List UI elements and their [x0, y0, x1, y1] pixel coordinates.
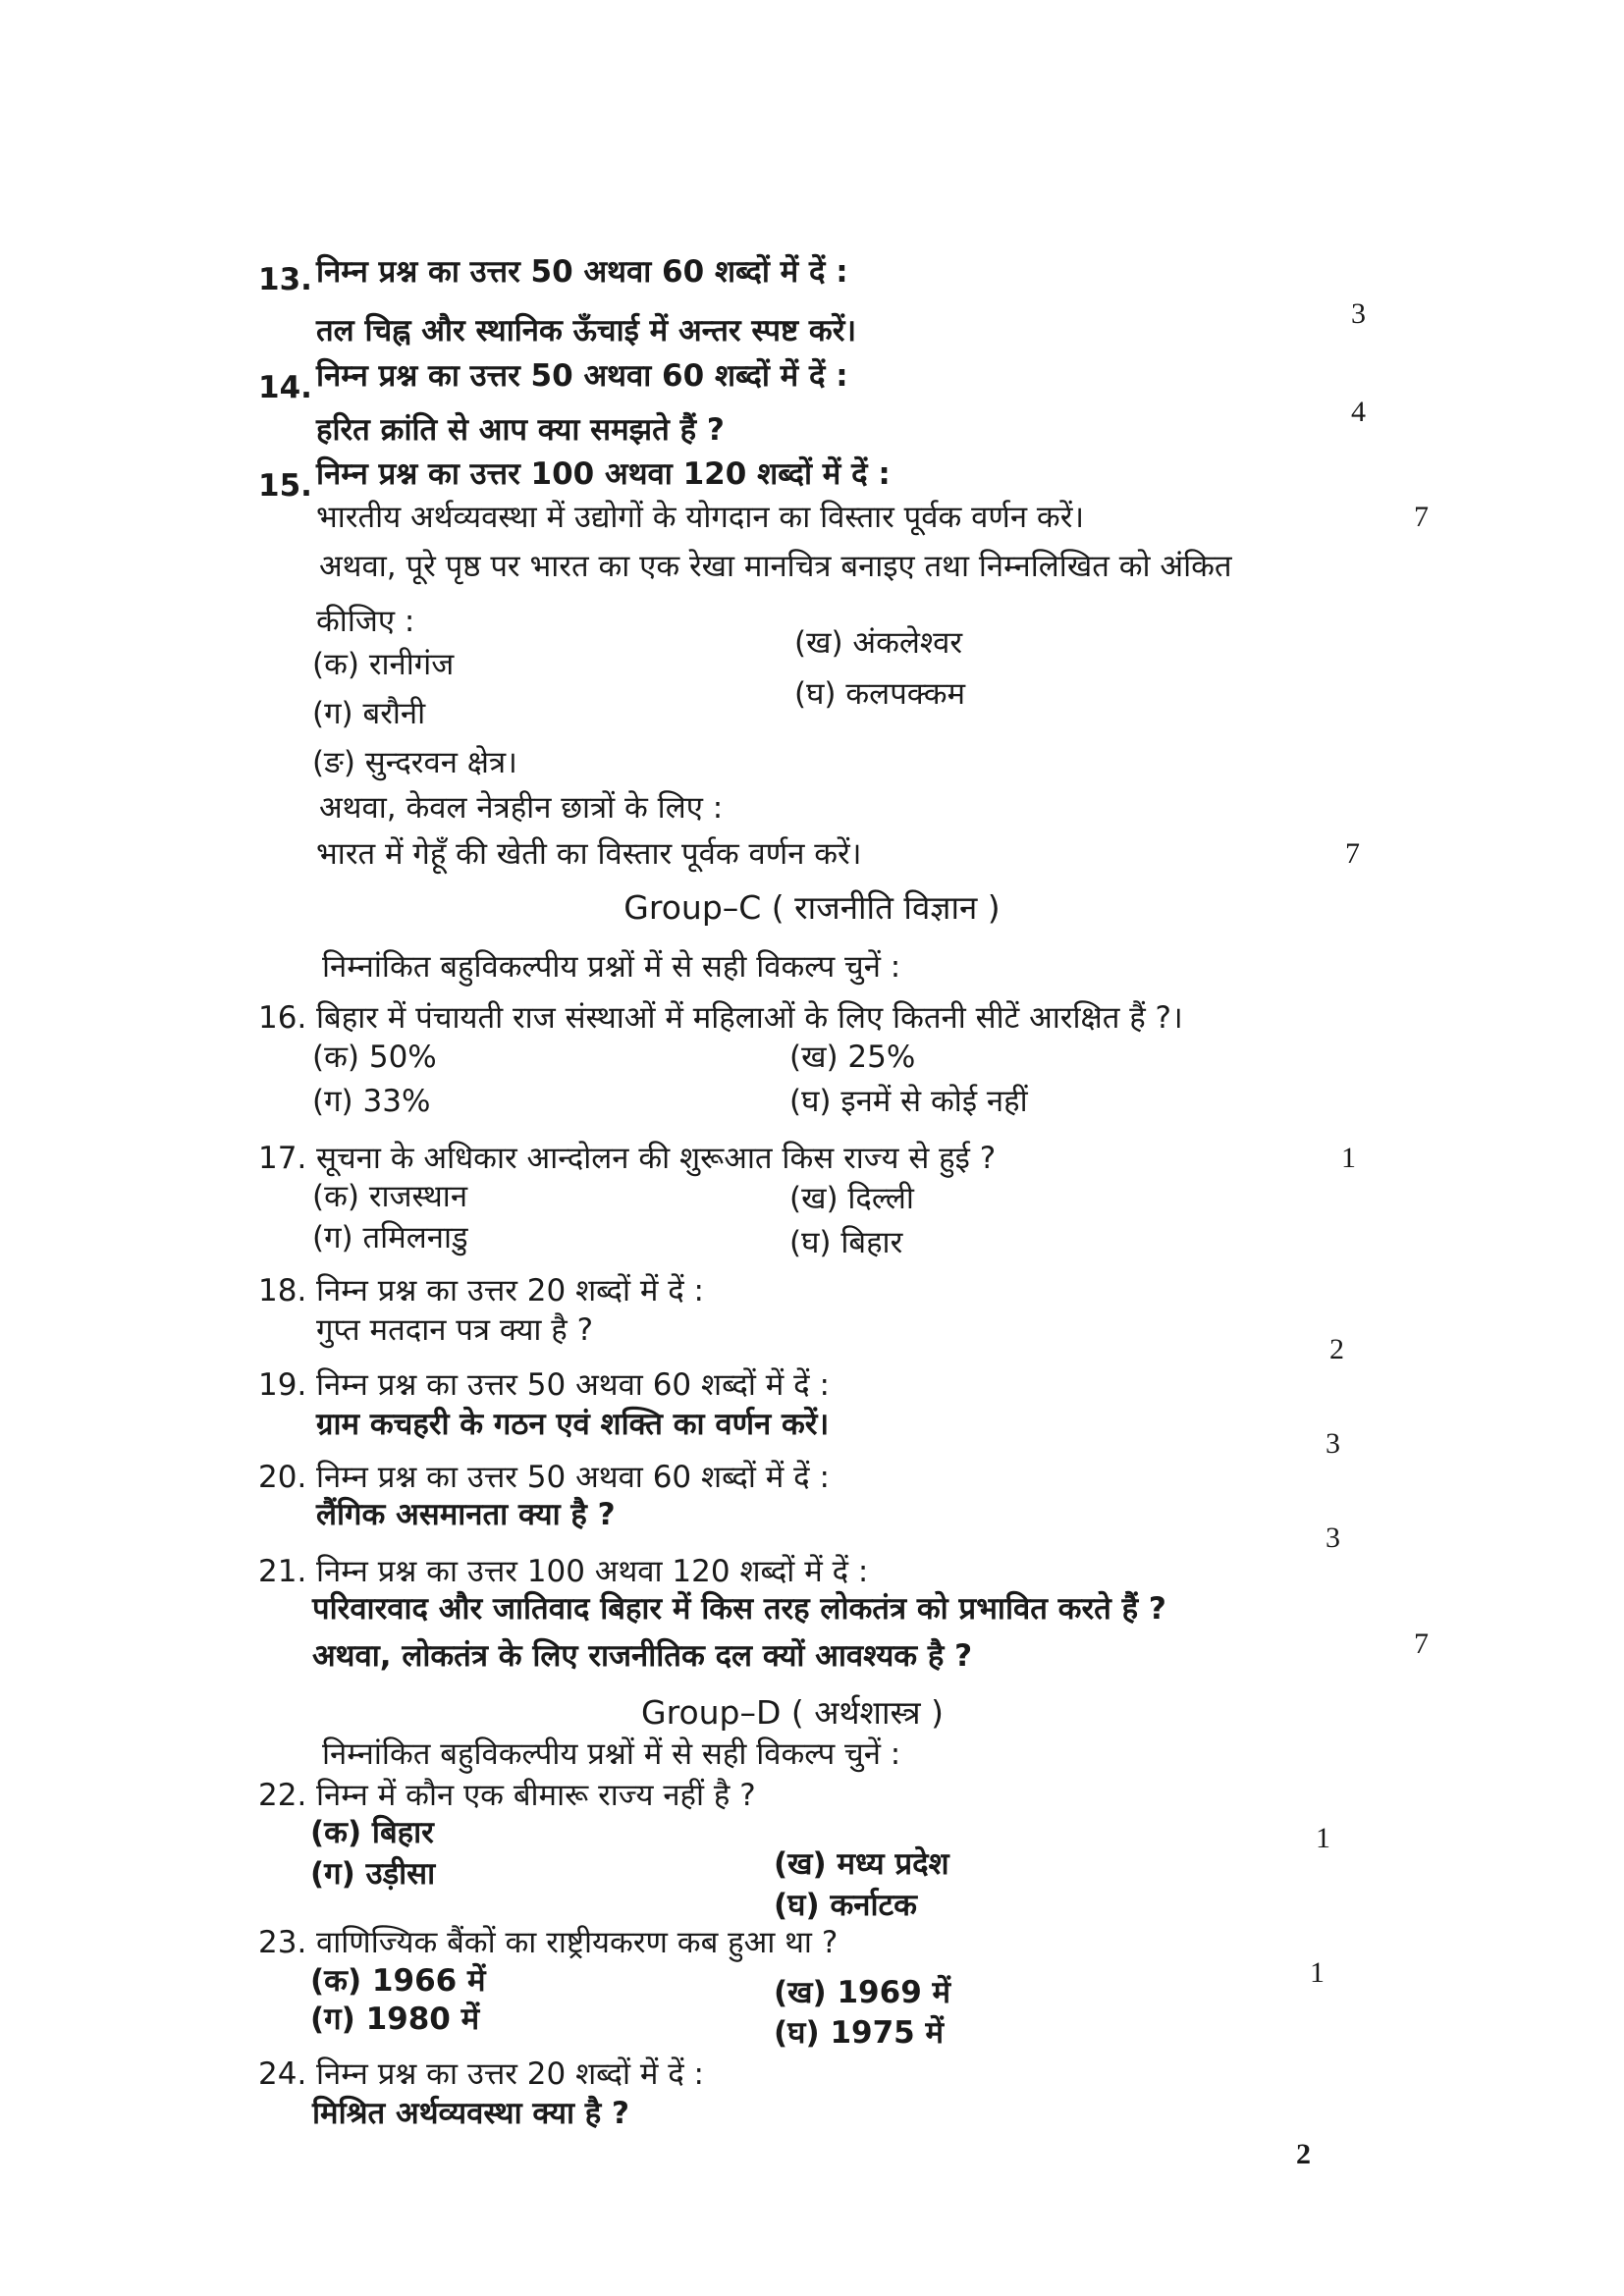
- option: (ग) 1980 में: [310, 2002, 480, 2037]
- option: (ग) तमिलनाडु: [312, 1220, 468, 1255]
- or-question-text: अथवा, लोकतंत्र के लिए राजनीतिक दल क्यों आवश्यक है ?: [312, 1638, 973, 1674]
- question-instruction: निम्न प्रश्न का उत्तर 100 अथवा 120 शब्दों में दें :: [316, 456, 891, 492]
- option: (घ) बिहार: [789, 1225, 903, 1260]
- question-text: निम्न में कौन एक बीमारू राज्य नहीं है ?: [316, 1778, 756, 1813]
- marks: 7: [1345, 837, 1360, 870]
- question-instruction: निम्न प्रश्न का उत्तर 20 शब्दों में दें :: [316, 2056, 704, 2092]
- option: (ख) दिल्ली: [789, 1181, 914, 1216]
- option: (ख) मध्य प्रदेश: [774, 1846, 949, 1882]
- question-text: ग्राम कचहरी के गठन एवं शक्ति का वर्णन करें।: [316, 1407, 830, 1442]
- question-number: 17.: [258, 1141, 307, 1176]
- question-number: 14.: [258, 370, 312, 405]
- group-d-heading: Group–D ( अर्थशास्त्र ): [641, 1693, 944, 1732]
- group-d-instruction: निम्नांकित बहुविकल्पीय प्रश्नों में से सही विकल्प चुनें :: [322, 1736, 901, 1772]
- option: (ग) 33%: [312, 1084, 431, 1119]
- marks: 1: [1316, 1822, 1330, 1854]
- question-text: लैंगिक असमानता क्या है ?: [316, 1497, 616, 1532]
- question-number: 13.: [258, 262, 312, 297]
- marks: 2: [1329, 1333, 1344, 1365]
- question-text: परिवारवाद और जातिवाद बिहार में किस तरह लोकतंत्र को प्रभावित करते हैं ?: [312, 1591, 1166, 1627]
- option: (घ) इनमें से कोई नहीं: [789, 1084, 1028, 1119]
- question-number: 15.: [258, 468, 312, 504]
- map-place: (ग) बरौनी: [312, 696, 426, 731]
- question-number: 24.: [258, 2056, 307, 2092]
- group-c-heading: Group–C ( राजनीति विज्ञान ): [623, 888, 1001, 927]
- option: (घ) 1975 में: [774, 2015, 945, 2051]
- marks: 1: [1310, 1956, 1325, 1989]
- blind-question-text: भारत में गेहूँ की खेती का विस्तार पूर्वक वर्णन करें।: [316, 836, 862, 872]
- group-c-instruction: निम्नांकित बहुविकल्पीय प्रश्नों में से सही विकल्प चुनें :: [322, 949, 901, 985]
- map-place: (ङ) सुन्दरवन क्षेत्र।: [312, 745, 517, 780]
- question-number: 20.: [258, 1460, 307, 1495]
- question-text: गुप्त मतदान पत्र क्या है ?: [316, 1312, 594, 1348]
- option: (ख) 1969 में: [774, 1975, 951, 2010]
- question-instruction: निम्न प्रश्न का उत्तर 50 अथवा 60 शब्दों में दें :: [316, 1460, 830, 1495]
- question-number: 16.: [258, 1000, 307, 1036]
- option: (क) राजस्थान: [312, 1179, 468, 1214]
- marks: 3: [1351, 297, 1366, 330]
- question-text: वाणिज्यिक बैंकों का राष्ट्रीयकरण कब हुआ था ?: [316, 1925, 839, 1960]
- option: (ख) 25%: [789, 1040, 916, 1075]
- question-text: हरित क्रांति से आप क्या समझते हैं ?: [316, 412, 725, 448]
- option: (ग) उड़ीसा: [310, 1856, 436, 1892]
- question-instruction: निम्न प्रश्न का उत्तर 20 शब्दों में दें :: [316, 1273, 704, 1308]
- map-place: (ख) अंकलेश्वर: [794, 625, 963, 661]
- question-text: भारतीय अर्थव्यवस्था में उद्योगों के योगदान का विस्तार पूर्वक वर्णन करें।: [316, 500, 1085, 535]
- question-instruction: निम्न प्रश्न का उत्तर 50 अथवा 60 शब्दों में दें :: [316, 254, 848, 290]
- or-map-instruction-cont: कीजिए :: [316, 604, 415, 639]
- map-place: (क) रानीगंज: [312, 647, 455, 682]
- option: (क) बिहार: [310, 1815, 434, 1850]
- question-text: मिश्रित अर्थव्यवस्था क्या है ?: [312, 2096, 630, 2131]
- question-text: सूचना के अधिकार आन्दोलन की शुरूआत किस राज्य से हुई ?: [316, 1141, 997, 1176]
- question-number: 18.: [258, 1273, 307, 1308]
- option: (क) 50%: [312, 1040, 437, 1075]
- question-text: तल चिह्न और स्थानिक ऊँचाई में अन्तर स्पष्ट करें।: [316, 313, 857, 348]
- question-number: 21.: [258, 1554, 307, 1589]
- question-number: 22.: [258, 1778, 307, 1813]
- question-text: बिहार में पंचायती राज संस्थाओं में महिलाओं के लिए कितनी सीटें आरक्षित हैं ?।: [316, 1000, 1183, 1036]
- option: (क) 1966 में: [310, 1963, 486, 1999]
- question-instruction: निम्न प्रश्न का उत्तर 100 अथवा 120 शब्दों में दें :: [316, 1554, 869, 1589]
- marks: 3: [1326, 1427, 1340, 1460]
- question-instruction: निम्न प्रश्न का उत्तर 50 अथवा 60 शब्दों में दें :: [316, 358, 848, 394]
- marks: 4: [1351, 396, 1366, 428]
- or-blind-instruction: अथवा, केवल नेत्रहीन छात्रों के लिए :: [319, 790, 724, 826]
- map-place: (घ) कलपक्कम: [794, 676, 966, 712]
- marks: 3: [1326, 1522, 1340, 1554]
- question-instruction: निम्न प्रश्न का उत्तर 50 अथवा 60 शब्दों में दें :: [316, 1367, 830, 1403]
- or-map-instruction: अथवा, पूरे पृष्ठ पर भारत का एक रेखा मानचित्र बनाइए तथा निम्नलिखित को अंकित: [319, 549, 1232, 584]
- marks: 1: [1341, 1142, 1356, 1174]
- question-number: 23.: [258, 1925, 307, 1960]
- question-number: 19.: [258, 1367, 307, 1403]
- marks: 7: [1414, 501, 1429, 533]
- page-number: 2: [1296, 2138, 1311, 2170]
- option: (घ) कर्नाटक: [774, 1888, 917, 1923]
- marks: 7: [1414, 1628, 1429, 1660]
